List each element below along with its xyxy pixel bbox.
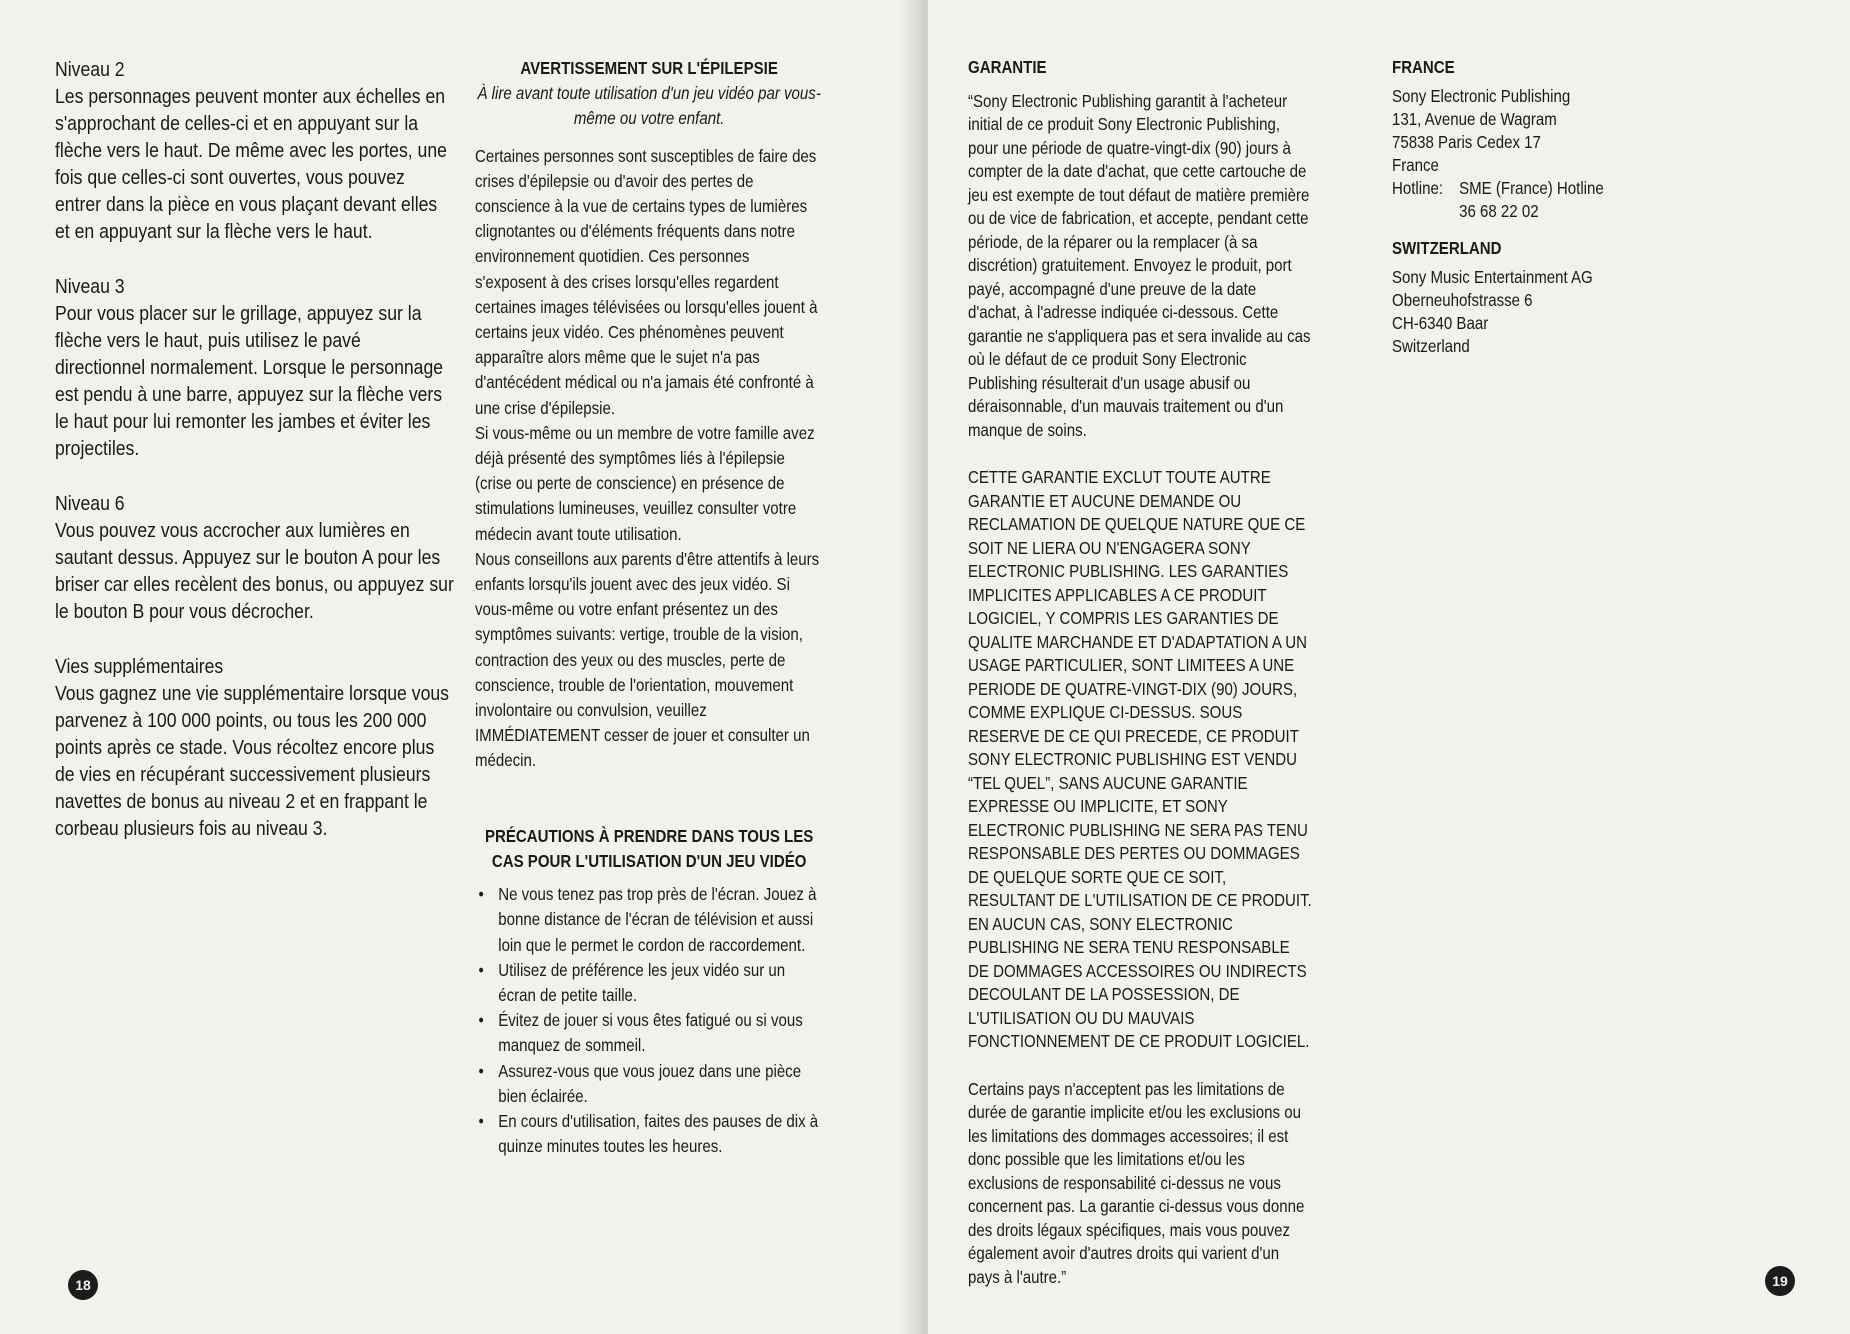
tip-section-level-3 xyxy=(55,273,455,462)
address-line: Sony Music Entertainment AG xyxy=(1392,267,1593,287)
precaution-item: • Ne vous tenez pas trop près de l'écran. Jouez à bonne distance de l'écran de télévision et aussi loin que le permet le cordon de raccordement. xyxy=(475,882,823,958)
hotline-number: 36 68 22 02 xyxy=(1459,201,1539,221)
warranty-column xyxy=(968,56,1312,1289)
address-line: Switzerland xyxy=(1392,336,1470,356)
tip-text: Pour vous placer sur le grillage, appuyez sur la flèche vers le haut, puis utilisez le pavé directionnel normalement. Lorsque le personnage est pendu à une barre, appuyez sur la flèche vers le haut pour lui remonter les jambes et éviter les projectiles. xyxy=(55,302,444,460)
tip-title: Vies supplémentaires xyxy=(55,655,224,678)
tip-section-level-2 xyxy=(55,56,455,245)
warranty-paragraph: Certains pays n'acceptent pas les limitations de durée de garantie implicite et/ou les exclusions ou les limitations des dommages accessoires; il est donc possible que les limitations et/ou les exclusions de responsabilité ci-dessus ne vous concernent pas. La garantie ci-dessus vous donne des droits légaux spécifiques, mais vous pouvez également avoir d'autres droits qui varient d'un pays à l'autre.” xyxy=(968,1078,1305,1287)
address-line: Oberneuhofstrasse 6 xyxy=(1392,290,1533,310)
epilepsy-paragraph: Si vous-même ou un membre de votre famille avez déjà présenté des symptômes liés à l'épilepsie (crise ou perte de conscience) en présence de stimulations lumineuses, veuillez consulter votre médecin avant toute utilisation. xyxy=(475,422,815,544)
address-line: 131, Avenue de Wagram xyxy=(1392,109,1557,129)
contact-column xyxy=(1392,56,1650,358)
address-line: Sony Electronic Publishing xyxy=(1392,86,1571,106)
warranty-disclaimer: CETTE GARANTIE EXCLUT TOUTE AUTRE GARANTIE ET AUCUNE DEMANDE OU RECLAMATION DE QUELQUE NATURE QUE CE SOIT NE LIERA OU N'ENGAGERA SONY ELECTRONIC PUBLISHING. LES GARANTIES IMPLICITES APPLICABLES A CE PRODUIT LOGICIEL, Y COMPRIS LES GARANTIES DE QUALITE MARCHANDE ET D'ADAPTATION A UN USAGE PARTICULIER, SONT LIMITEES A UNE PERIODE DE QUATRE-VINGT-DIX (90) JOURS, COMME EXPLIQUE CI-DESSUS. SOUS RESERVE DE CE QUI PRECEDE, CE PRODUIT SONY ELECTRONIC PUBLISHING EST VENDU “TEL QUEL”, SANS AUCUNE GARANTIE EXPRESSE OU IMPLICITE, ET SONY ELECTRONIC PUBLISHING NE SERA PAS TENU RESPONSABLE DES PERTES OU DOMMAGES DE QUELQUE SORTE QUE CE SOIT, RESULTANT DE L'UTILISATION DE CE PRODUIT. EN AUCUN CAS, SONY ELECTRONIC PUBLISHING NE SERA TENU RESPONSABLE DE DOMMAGES ACCESSOIRES OU INDIRECTS DECOULANT DE LA POSSESSION, DE L'UTILISATION OU DU MAUVAIS FONCTIONNEMENT DE CE PRODUIT LOGICIEL. xyxy=(968,467,1312,1051)
precaution-item: • Assurez-vous que vous jouez dans une pièce bien éclairée. xyxy=(475,1059,823,1109)
switzerland-title: SWITZERLAND xyxy=(1392,238,1502,258)
precautions-title: PRÉCAUTIONS À PRENDRE DANS TOUS LES CAS POUR L'UTILISATION D'UN JEU VIDÉO xyxy=(484,825,814,871)
precautions-list xyxy=(475,882,823,1159)
page-number-left: 18 xyxy=(68,1270,98,1300)
tip-title: Niveau 6 xyxy=(55,492,125,515)
hotline-name: SME (France) Hotline xyxy=(1459,178,1604,198)
tip-section-extra-lives xyxy=(55,653,455,842)
tip-text: Les personnages peuvent monter aux échelles en s'approchant de celles-ci et en appuyant sur la flèche vers le haut. De même avec les portes, une fois que celles-ci sont ouvertes, vous pouvez entrer dans la pièce en vous plaçant devant elles et en appuyant sur la flèche vers le haut. xyxy=(55,85,447,243)
page-number-right: 19 xyxy=(1765,1266,1795,1296)
epilepsy-paragraph: Certaines personnes sont susceptibles de faire des crises d'épilepsie ou d'avoir des pertes de conscience à la vue de certains types de lumières clignotantes ou d'éléments fréquents dans notre environnement quotidien. Ces personnes s'exposent à des crises lorsqu'elles regardent certaines images télévisées ou lorsqu'elles jouent à certains jeux vidéo. Ces phénomènes peuvent apparaître alors même que le sujet n'a pas d'antécédent médical ou n'a jamais été confronté à une crise d'épilepsie. xyxy=(475,145,818,418)
tip-title: Niveau 3 xyxy=(55,275,125,298)
left-page xyxy=(0,0,922,1334)
warranty-title: GARANTIE xyxy=(968,57,1047,77)
tip-text: Vous pouvez vous accrocher aux lumières en sautant dessus. Appuyez sur le bouton A pour les briser car elles recèlent des bonus, ou appuyez sur le bouton B pour vous décrocher. xyxy=(55,519,454,623)
gameplay-tips-column xyxy=(55,56,455,870)
epilepsy-subtitle: À lire avant toute utilisation d'un jeu vidéo par vous-même ou votre enfant. xyxy=(477,83,821,129)
right-page xyxy=(928,0,1850,1334)
hotline-row xyxy=(1392,177,1650,223)
france-title: FRANCE xyxy=(1392,57,1455,77)
address-line: CH-6340 Baar xyxy=(1392,313,1489,333)
address-line: France xyxy=(1392,155,1439,175)
hotline-values xyxy=(1459,177,1604,223)
epilepsy-warning-column xyxy=(475,56,823,1159)
hotline-label: Hotline: xyxy=(1392,178,1444,198)
epilepsy-paragraph: Nous conseillons aux parents d'être attentifs à leurs enfants lorsqu'ils jouent avec des jeux vidéo. Si vous-même ou votre enfant présentez un des symptômes suivants: vertige, trouble de la vision, contraction des yeux ou des muscles, perte de conscience, trouble de l'orientation, mouvement involontaire ou convulsion, veuillez IMMÉDIATEMENT cesser de jouer et consulter un médecin. xyxy=(475,548,820,771)
tip-section-level-6 xyxy=(55,490,455,625)
precaution-item: • En cours d'utilisation, faites des pauses de dix à quinze minutes toutes les heures. xyxy=(475,1109,823,1159)
warranty-paragraph: “Sony Electronic Publishing garantit à l'acheteur initial de ce produit Sony Electronic Publishing, pour une période de quatre-vingt-dix (90) jours à compter de la date d'achat, que cette cartouche de jeu est exempte de tout défaut de matière première ou de vice de fabrication, et accepte, pendant cette période, de la réparer ou la remplacer (à sa discrétion) gratuitement. Envoyez le produit, port payé, accompagné d'une preuve de la date d'achat, à l'adresse indiquée ci-dessous. Cette garantie ne s'appliquera pas et sera invalide au cas où le défaut de ce produit Sony Electronic Publishing résulterait d'un usage abusif ou déraisonnable, d'un mauvais traitement ou d'un manque de soins. xyxy=(968,90,1311,440)
epilepsy-title: AVERTISSEMENT SUR L'ÉPILEPSIE xyxy=(520,58,778,78)
precaution-item: • Évitez de jouer si vous êtes fatigué ou si vous manquez de sommeil. xyxy=(475,1008,823,1058)
tip-title: Niveau 2 xyxy=(55,58,125,81)
address-line: 75838 Paris Cedex 17 xyxy=(1392,132,1541,152)
precaution-item: • Utilisez de préférence les jeux vidéo sur un écran de petite taille. xyxy=(475,958,823,1008)
tip-text: Vous gagnez une vie supplémentaire lorsque vous parvenez à 100 000 points, ou tous les 200 000 points après ce stade. Vous récoltez encore plus de vies en récupérant successivement plusieurs navettes de bonus au niveau 2 et en frappant le corbeau plusieurs fois au niveau 3. xyxy=(55,682,450,840)
